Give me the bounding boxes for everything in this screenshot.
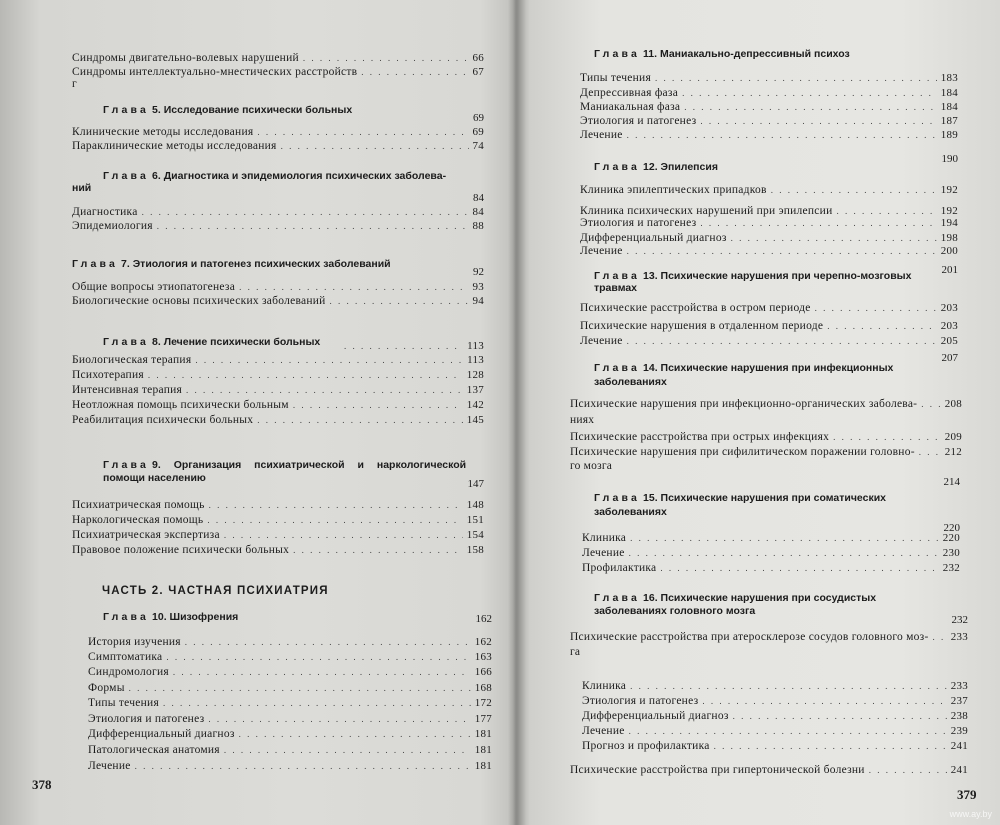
chapter-title: 11. Маниакально-депрессивный психоз [643, 48, 850, 60]
toc-entry-title: Психические нарушения при сифилитическом поражении головно- [570, 446, 915, 458]
toc-entry-title: Наркологическая помощь [72, 514, 204, 526]
chapter-page: 84 [473, 192, 484, 204]
toc-entry [88, 713, 492, 726]
toc-entry-title: Диагностика [72, 206, 138, 218]
chapter-end-page: 190 [941, 153, 958, 165]
toc-entry-title: Правовое положение психически больных [72, 544, 290, 556]
toc-entry [570, 446, 962, 459]
toc-entry [580, 320, 958, 333]
leader-dots [344, 340, 463, 353]
chapter-title-continued: заболеваниях головного мозга [594, 605, 756, 617]
toc-entry-title: Неотложная помощь психически больным [72, 399, 289, 411]
toc-entry-title: Клинические методы исследования [72, 126, 254, 138]
toc-entry-page: 113 [467, 354, 484, 366]
chapter-prefix: Глава [103, 170, 150, 182]
toc-entry-page: 192 [940, 184, 958, 196]
leader-dots [684, 101, 937, 114]
toc-entry-title: Синдромология [88, 666, 169, 678]
toc-entry [580, 129, 958, 142]
leader-dots [714, 740, 947, 753]
leader-dots [630, 532, 939, 545]
chapter-title: 13. Психические нарушения при черепно-мозговых [643, 270, 912, 282]
toc-entry-title: Этиология и патогенез [580, 217, 697, 229]
leader-dots [627, 129, 937, 142]
leader-dots [142, 206, 469, 219]
wrapped-text: г [72, 78, 77, 90]
leader-dots [629, 547, 939, 560]
toc-entry-title: Депрессивная фаза [580, 87, 679, 99]
chapter-title-continued: помощи населению [103, 472, 206, 484]
chapter-title: 10. Шизофрения [152, 611, 239, 623]
toc-entry [72, 384, 484, 397]
toc-entry [340, 340, 484, 353]
toc-entry-page: 137 [466, 384, 484, 396]
toc-entry [580, 101, 958, 114]
toc-entry-page: 209 [944, 431, 962, 443]
leader-dots [361, 66, 468, 79]
toc-entry [580, 87, 958, 100]
chapter-heading [103, 104, 352, 116]
toc-entry-title: Интенсивная терапия [72, 384, 183, 396]
toc-entry-page: 181 [474, 728, 492, 740]
toc-entry-page: 84 [472, 206, 484, 218]
chapter-title: 16. Психические нарушения при сосудистых [643, 592, 877, 604]
chapter-prefix: Глава [72, 258, 119, 270]
toc-entry-title: Клиника эпилептических припадков [580, 184, 767, 196]
toc-entry-title: Лечение [580, 129, 623, 141]
toc-entry [580, 335, 958, 348]
toc-entry [72, 140, 484, 153]
chapter-heading [103, 459, 466, 471]
toc-entry-page: 189 [940, 129, 958, 141]
toc-entry [88, 697, 492, 710]
toc-entry-title: Лечение [580, 335, 623, 347]
leader-dots [257, 414, 462, 427]
chapter-page: 220 [943, 522, 960, 534]
toc-entry-title: Психические нарушения в отдаленном периоде [580, 320, 824, 332]
leader-dots [185, 636, 471, 649]
toc-entry-page: 239 [950, 725, 968, 737]
chapter-heading [594, 362, 893, 374]
toc-entry-page: 200 [940, 245, 958, 257]
toc-entry-page: 177 [474, 713, 492, 725]
chapter-heading [594, 270, 911, 282]
toc-entry-page: 203 [940, 302, 958, 314]
toc-entry-title: Патологическая анатомия [88, 744, 220, 756]
toc-entry-page: 67 [472, 66, 484, 78]
leader-dots [224, 744, 471, 757]
page-number: 379 [957, 787, 977, 802]
toc-entry-title: Прогноз и профилактика [582, 740, 710, 752]
chapter-end-page: 207 [941, 352, 958, 364]
toc-entry [582, 532, 960, 545]
toc-entry-page: 220 [942, 532, 960, 544]
toc-entry-page: 181 [474, 744, 492, 756]
toc-entry [88, 682, 492, 695]
toc-entry-page: 94 [472, 295, 484, 307]
toc-entry-page: 184 [940, 101, 958, 113]
chapter-title: 8. Лечение психически больных [152, 336, 321, 348]
leader-dots [293, 399, 463, 412]
chapter-prefix: Глава [103, 336, 150, 348]
toc-entry-page: 158 [466, 544, 484, 556]
toc-entry-title: Психические нарушения при инфекционно-органических заболева- [570, 398, 918, 410]
toc-entry-page: 148 [466, 499, 484, 511]
chapter-page: 92 [473, 266, 484, 278]
toc-entry [72, 399, 484, 412]
toc-entry [580, 302, 958, 315]
leader-dots [224, 529, 463, 542]
toc-entry-page: 74 [472, 140, 484, 152]
toc-entry [580, 217, 958, 230]
toc-entry-title: Клиника психических нарушений при эпилепсии [580, 205, 833, 217]
toc-entry-page: 151 [466, 514, 484, 526]
toc-entry-title: Дифференциальный диагноз [88, 728, 235, 740]
chapter-heading [594, 492, 886, 504]
toc-entry [570, 764, 968, 777]
toc-entry-title: Психические расстройства при гипертонической болезни [570, 764, 865, 776]
toc-entry [580, 184, 958, 197]
toc-entry-title: Этиология и патогенез [88, 713, 205, 725]
toc-entry [72, 354, 484, 367]
toc-entry-page: 66 [472, 52, 484, 64]
leader-dots [157, 220, 469, 233]
right-page [520, 0, 1000, 825]
toc-entry [72, 529, 484, 542]
chapter-title: 14. Психические нарушения при инфекционных [643, 362, 894, 374]
toc-entry-title: Психические расстройства в остром периоде [580, 302, 811, 314]
toc-entry-title: Маниакальная фаза [580, 101, 681, 113]
toc-entry-title-continued: го мозга [570, 460, 613, 472]
toc-entry [72, 514, 484, 527]
toc-entry-page: 113 [467, 340, 484, 352]
chapter-prefix: Глава [103, 611, 150, 623]
toc-entry-page: 232 [942, 562, 960, 574]
leader-dots [933, 631, 947, 644]
toc-entry-page: 192 [940, 205, 958, 217]
toc-entry-title-continued: ниях [570, 414, 595, 426]
chapter-page: 162 [475, 613, 492, 625]
toc-entry-title: Дифференциальный диагноз [580, 232, 727, 244]
chapter-heading [594, 161, 718, 173]
chapter-title-continued: заболеваниях [594, 506, 667, 518]
toc-entry [72, 281, 484, 294]
leader-dots [239, 728, 471, 741]
toc-entry [72, 66, 484, 79]
toc-entry [582, 725, 968, 738]
leader-dots [148, 369, 463, 382]
leader-dots [630, 680, 947, 693]
toc-entry-page: 154 [466, 529, 484, 541]
leader-dots [281, 140, 469, 153]
chapter-prefix: Глава [594, 270, 641, 282]
leader-dots [209, 499, 463, 512]
toc-entry-page: 88 [472, 220, 484, 232]
toc-entry [88, 636, 492, 649]
leader-dots [700, 115, 936, 128]
leader-dots [629, 725, 947, 738]
toc-entry-title: Параклинические методы исследования [72, 140, 277, 152]
chapter-title: 12. Эпилепсия [643, 161, 718, 173]
toc-entry-page: 205 [940, 335, 958, 347]
toc-entry-title: Реабилитация психически больных [72, 414, 254, 426]
toc-entry-page: 184 [940, 87, 958, 99]
chapter-heading [594, 48, 850, 60]
toc-entry-title: Психотерапия [72, 369, 144, 381]
toc-entry [72, 414, 484, 427]
toc-entry-title: Профилактика [582, 562, 657, 574]
chapter-prefix: Глава [594, 48, 641, 60]
leader-dots [815, 302, 937, 315]
toc-entry-page: 142 [466, 399, 484, 411]
toc-entry-title: Этиология и патогенез [582, 695, 699, 707]
toc-entry-page: 69 [472, 126, 484, 138]
toc-entry-title: Симптоматика [88, 651, 163, 663]
chapter-title-continued: заболеваниях [594, 376, 667, 388]
toc-entry-page: 233 [950, 680, 968, 692]
toc-entry-page: 194 [940, 217, 958, 229]
toc-entry-page: 230 [942, 547, 960, 559]
chapter-prefix: Глава [594, 362, 641, 374]
leader-dots [627, 335, 937, 348]
toc-entry [580, 72, 958, 85]
toc-entry-title: Типы течения [88, 697, 159, 709]
toc-entry-title: Клиника [582, 532, 627, 544]
toc-entry [582, 710, 968, 723]
toc-entry-title: Биологическая терапия [72, 354, 192, 366]
leader-dots [207, 514, 462, 527]
toc-entry-page: 187 [940, 115, 958, 127]
leader-dots [129, 682, 471, 695]
toc-entry [72, 295, 484, 308]
leader-dots [660, 562, 938, 575]
toc-entry [580, 115, 958, 128]
chapter-heading [103, 611, 238, 623]
leader-dots [135, 760, 471, 773]
leader-dots [257, 126, 468, 139]
toc-entry-title: Психические расстройства при атеросклерозе сосудов головного моз- [570, 631, 929, 643]
leader-dots [303, 52, 469, 65]
leader-dots [186, 384, 463, 397]
toc-entry-title: Эпидемиология [72, 220, 153, 232]
toc-entry [570, 631, 968, 644]
toc-entry [72, 52, 484, 65]
toc-entry-title: Синдромы интеллектуально-мнестических расстройств [72, 66, 358, 78]
toc-entry-page: 128 [466, 369, 484, 381]
leader-dots [163, 697, 471, 710]
leader-dots [682, 87, 937, 100]
leader-dots [869, 764, 947, 777]
toc-entry-page: 172 [474, 697, 492, 709]
toc-entry-page: 208 [944, 398, 962, 410]
chapter-page: 69 [473, 112, 484, 124]
toc-entry-title: Лечение [580, 245, 623, 257]
toc-entry-page: 238 [950, 710, 968, 722]
part-heading: ЧАСТЬ 2. ЧАСТНАЯ ПСИХИАТРИЯ [102, 585, 329, 597]
chapter-title: 9. Организация психиатрической и наркологической [152, 459, 467, 471]
chapter-heading [103, 170, 446, 182]
leader-dots [733, 710, 947, 723]
chapter-heading [594, 592, 876, 604]
chapter-page: 147 [467, 478, 484, 490]
leader-dots [700, 217, 936, 230]
toc-entry [72, 206, 484, 219]
chapter-title: 5. Исследование психически больных [152, 104, 353, 116]
toc-entry-title: Общие вопросы этиопатогенеза [72, 281, 236, 293]
toc-entry-title: Психиатрическая помощь [72, 499, 205, 511]
leader-dots [827, 320, 937, 333]
leader-dots [731, 232, 937, 245]
leader-dots [330, 295, 469, 308]
toc-entry [582, 695, 968, 708]
leader-dots [833, 431, 941, 444]
chapter-title-continued: ний [72, 182, 92, 194]
leader-dots [173, 666, 471, 679]
toc-entry-page: 203 [940, 320, 958, 332]
leader-dots [208, 713, 470, 726]
toc-entry-title: Биологические основы психических заболеваний [72, 295, 326, 307]
toc-entry-title: Этиология и патогенез [580, 115, 697, 127]
toc-entry [582, 740, 968, 753]
toc-entry [88, 744, 492, 757]
chapter-heading [103, 336, 320, 348]
toc-entry-page: 212 [944, 446, 962, 458]
toc-entry-page: 93 [472, 281, 484, 293]
leader-dots [239, 281, 468, 294]
toc-entry [88, 728, 492, 741]
chapter-end-page: 214 [943, 476, 960, 488]
toc-entry-page: 181 [474, 760, 492, 772]
toc-entry [72, 369, 484, 382]
page-number: 378 [32, 777, 52, 792]
toc-entry-page: 233 [950, 631, 968, 643]
toc-entry-title: Формы [88, 682, 125, 694]
toc-entry-page: 241 [950, 764, 968, 776]
toc-entry [582, 547, 960, 560]
chapter-page: 232 [951, 614, 968, 626]
leader-dots [293, 544, 463, 557]
toc-entry-page: 163 [474, 651, 492, 663]
toc-entry [72, 544, 484, 557]
toc-entry-page: 237 [950, 695, 968, 707]
toc-entry [72, 499, 484, 512]
toc-entry [570, 398, 962, 411]
leader-dots [195, 354, 463, 367]
chapter-title-continued: травмах [594, 282, 638, 294]
toc-entry-title: Дифференциальный диагноз [582, 710, 729, 722]
toc-entry-page: 168 [474, 682, 492, 694]
toc-entry-title: Клиника [582, 680, 627, 692]
toc-entry [88, 760, 492, 773]
leader-dots [702, 695, 946, 708]
toc-entry-title: Психиатрическая экспертиза [72, 529, 220, 541]
chapter-prefix: Глава [103, 104, 150, 116]
toc-entry-title: Психические расстройства при острых инфекциях [570, 431, 830, 443]
toc-entry-title: Лечение [582, 547, 625, 559]
toc-entry-title: Типы течения [580, 72, 651, 84]
chapter-prefix: Глава [594, 492, 641, 504]
toc-entry [72, 220, 484, 233]
chapter-prefix: Глава [594, 592, 641, 604]
toc-entry [88, 651, 492, 664]
chapter-title: 7. Этиология и патогенез психических заболеваний [121, 258, 391, 270]
leader-dots [919, 446, 941, 459]
chapter-prefix: Глава [103, 459, 150, 471]
chapter-heading [72, 258, 391, 270]
toc-entry-title: Лечение [88, 760, 131, 772]
leader-dots [627, 245, 937, 258]
toc-entry-page: 145 [466, 414, 484, 426]
toc-entry-title: Лечение [582, 725, 625, 737]
chapter-title: 15. Психические нарушения при соматических [643, 492, 887, 504]
leader-dots [166, 651, 470, 664]
toc-entry-title: История изучения [88, 636, 181, 648]
leader-dots [921, 398, 940, 411]
toc-entry-page: 198 [940, 232, 958, 244]
toc-entry-page: 162 [474, 636, 492, 648]
chapter-end-page: 201 [941, 264, 958, 276]
toc-entry [580, 232, 958, 245]
leader-dots [655, 72, 937, 85]
toc-entry [88, 666, 492, 679]
toc-entry [570, 431, 962, 444]
toc-entry-page: 241 [950, 740, 968, 752]
chapter-prefix: Глава [594, 161, 641, 173]
toc-entry-title-continued: га [570, 646, 581, 658]
chapter-title: 6. Диагностика и эпидемиология психических заболева- [152, 170, 447, 182]
toc-entry [580, 245, 958, 258]
watermark: www.ay.by [949, 809, 992, 819]
toc-entry [72, 126, 484, 139]
leader-dots [771, 184, 937, 197]
toc-entry-page: 166 [474, 666, 492, 678]
toc-entry [582, 562, 960, 575]
toc-entry [582, 680, 968, 693]
toc-entry-page: 183 [940, 72, 958, 84]
toc-entry-title: Синдромы двигательно-волевых нарушений [72, 52, 299, 64]
